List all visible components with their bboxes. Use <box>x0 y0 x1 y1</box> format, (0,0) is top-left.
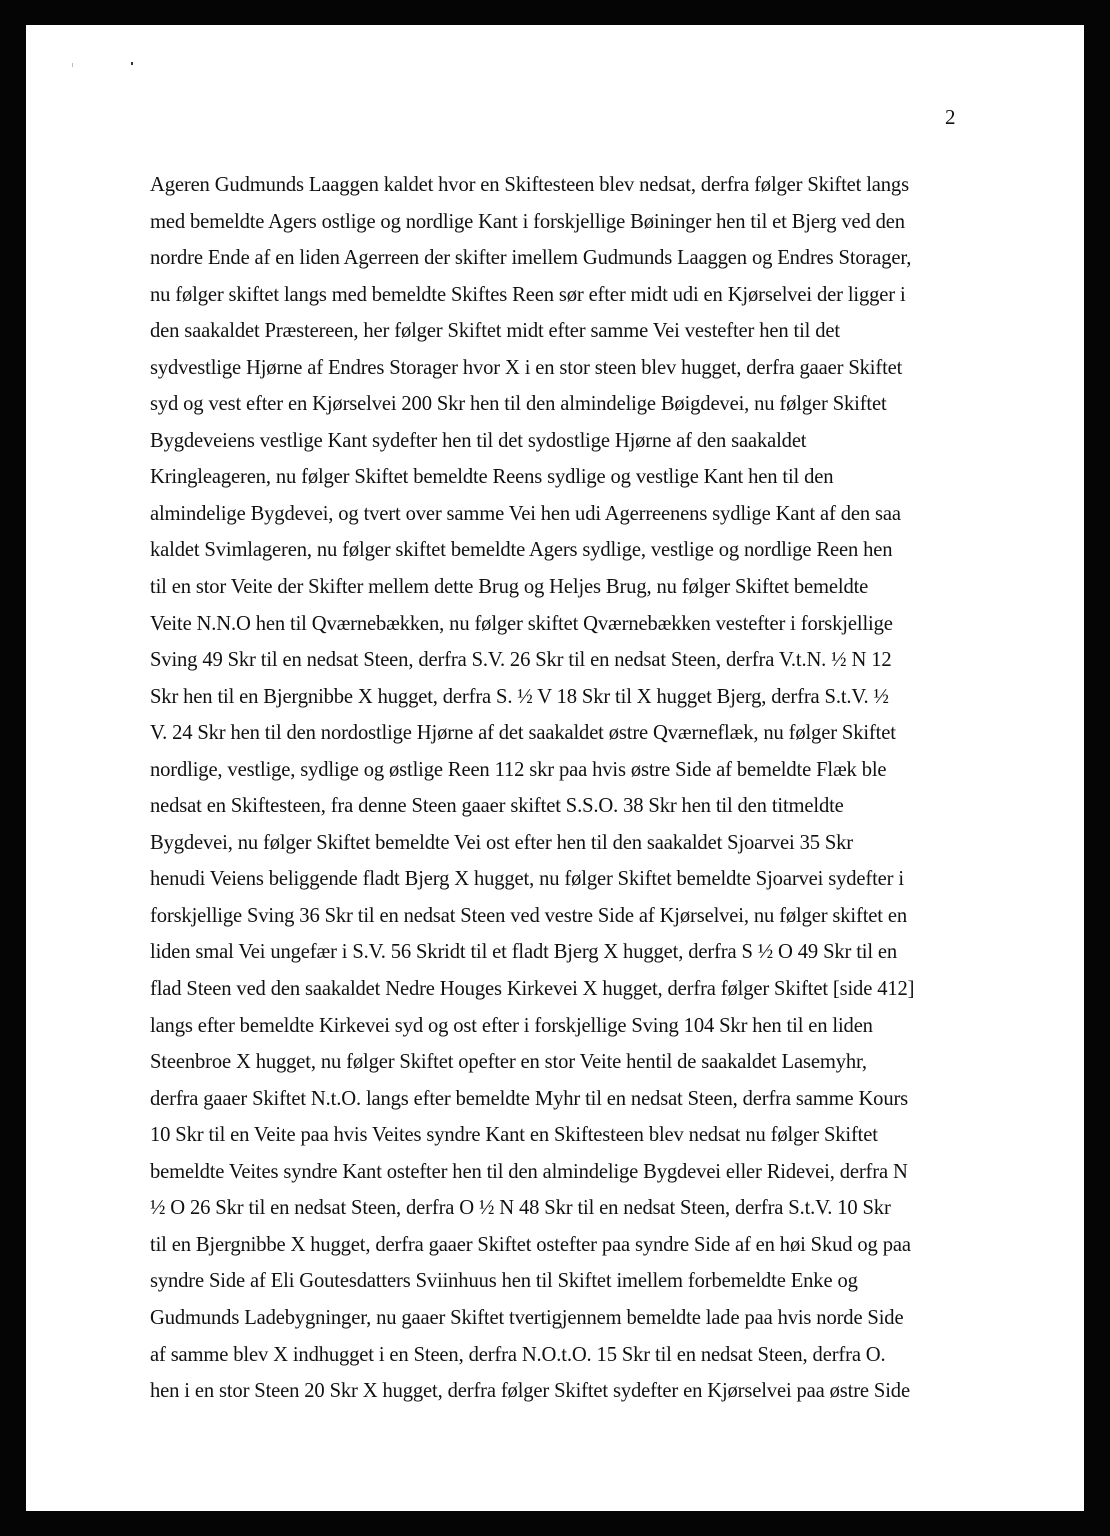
text-line: Bygdevei, nu følger Skiftet bemeldte Vei ost efter hen til den saakaldet Sjoarvei 35 Skr <box>150 831 854 854</box>
text-line: flad Steen ved den saakaldet Nedre Houges Kirkevei X hugget, derfra følger Skiftet [side 412] <box>150 978 915 1001</box>
text-line: 10 Skr til en Veite paa hvis Veites syndre Kant en Skiftesteen blev nedsat nu følger Skiftet <box>150 1124 878 1147</box>
scan-speck <box>72 63 73 67</box>
page-number: 2 <box>945 105 956 129</box>
text-line: nordlige, vestlige, sydlige og østlige Reen 112 skr paa hvis østre Side af bemeldte Flæk ble <box>150 758 887 781</box>
text-line: til en stor Veite der Skifter mellem dette Brug og Heljes Brug, nu følger Skiftet bemeldte <box>150 576 869 599</box>
text-line: almindelige Bygdevei, og tvert over samme Vei hen udi Agerreenens sydlige Kant af den saa <box>150 502 901 525</box>
text-line: Steenbroe X hugget, nu følger Skiftet opefter en stor Veite hentil de saakaldet Lasemyhr, <box>150 1051 867 1074</box>
text-line: Kringleageren, nu følger Skiftet bemeldte Reens sydlige og vestlige Kant hen til den <box>150 466 834 489</box>
text-line: af samme blev X indhugget i en Steen, derfra N.O.t.O. 15 Skr til en nedsat Steen, derfra O. <box>150 1343 886 1366</box>
text-line: den saakaldet Præstereen, her følger Skiftet midt efter samme Vei vestefter hen til det <box>150 320 840 343</box>
text-line: Sving 49 Skr til en nedsat Steen, derfra S.V. 26 Skr til en nedsat Steen, derfra V.t.N. ½ N 12 <box>150 649 892 672</box>
text-line: til en Bjergnibbe X hugget, derfra gaaer Skiftet ostefter paa syndre Side af en høi Skud og paa <box>150 1233 911 1256</box>
text-line: henudi Veiens beliggende fladt Bjerg X hugget, nu følger Skiftet bemeldte Sjoarvei sydefter i <box>150 868 904 891</box>
text-line: nordre Ende af en liden Agerreen der skifter imellem Gudmunds Laaggen og Endres Storager, <box>150 247 912 270</box>
text-line: kaldet Svimlageren, nu følger skiftet bemeldte Agers sydlige, vestlige og nordlige Reen hen <box>150 539 893 562</box>
text-line: syd og vest efter en Kjørselvei 200 Skr hen til den almindelige Bøigdevei, nu følger Skiftet <box>150 393 887 416</box>
text-line: nedsat en Skiftesteen, fra denne Steen gaaer skiftet S.S.O. 38 Skr hen til den titmeldte <box>150 795 844 818</box>
text-line: Ageren Gudmunds Laaggen kaldet hvor en Skiftesteen blev nedsat, derfra følger Skiftet langs <box>150 174 909 196</box>
text-line: nu følger skiftet langs med bemeldte Skiftes Reen sør efter midt udi en Kjørselvei der ligger i <box>150 283 906 306</box>
text-line: med bemeldte Agers ostlige og nordlige Kant i forskjellige Bøininger hen til et Bjerg ved den <box>150 210 905 233</box>
text-line: Skr hen til en Bjergnibbe X hugget, derfra S. ½ V 18 Skr til X hugget Bjerg, derfra S.t.V. ½ <box>150 685 889 708</box>
text-line: bemeldte Veites syndre Kant ostefter hen til den almindelige Bygdevei eller Ridevei, derfra N <box>150 1160 908 1183</box>
text-line: V. 24 Skr hen til den nordostlige Hjørne af det saakaldet østre Qværneflæk, nu følger Skiftet <box>150 722 896 745</box>
text-line: derfra gaaer Skiftet N.t.O. langs efter bemeldte Myhr til en nedsat Steen, derfra samme Kours <box>150 1087 909 1110</box>
text-line: hen i en stor Steen 20 Skr X hugget, derfra følger Skiftet sydefter en Kjørselvei paa østre Side <box>150 1380 910 1403</box>
text-line: syndre Side af Eli Goutesdatters Sviinhuus hen til Skiftet imellem forbemeldte Enke og <box>150 1270 858 1293</box>
text-line: Gudmunds Ladebygninger, nu gaaer Skiftet tvertigjennem bemeldte lade paa hvis norde Side <box>150 1306 904 1329</box>
text-line: sydvestlige Hjørne af Endres Storager hvor X i en stor steen blev hugget, derfra gaaer Skiftet <box>150 356 903 379</box>
scan-speck <box>131 62 133 65</box>
text-line: langs efter bemeldte Kirkevei syd og ost efter i forskjellige Sving 104 Skr hen til en liden <box>150 1014 873 1037</box>
text-line: forskjellige Sving 36 Skr til en nedsat Steen ved vestre Side af Kjørselvei, nu følger skiftet en <box>150 904 907 927</box>
document-page <box>26 25 1084 1511</box>
text-line: Bygdeveiens vestlige Kant sydefter hen til det sydostlige Hjørne af den saakaldet <box>150 429 807 452</box>
text-line: Veite N.N.O hen til Qværnebækken, nu følger skiftet Qværnebækken vestefter i forskjellige <box>150 612 893 635</box>
body-text <box>150 167 980 1410</box>
text-line: liden smal Vei ungefær i S.V. 56 Skridt til et fladt Bjerg X hugget, derfra S ½ O 49 Skr til en <box>150 941 898 964</box>
text-line: ½ O 26 Skr til en nedsat Steen, derfra O ½ N 48 Skr til en nedsat Steen, derfra S.t.V. 10 Skr <box>150 1197 891 1220</box>
